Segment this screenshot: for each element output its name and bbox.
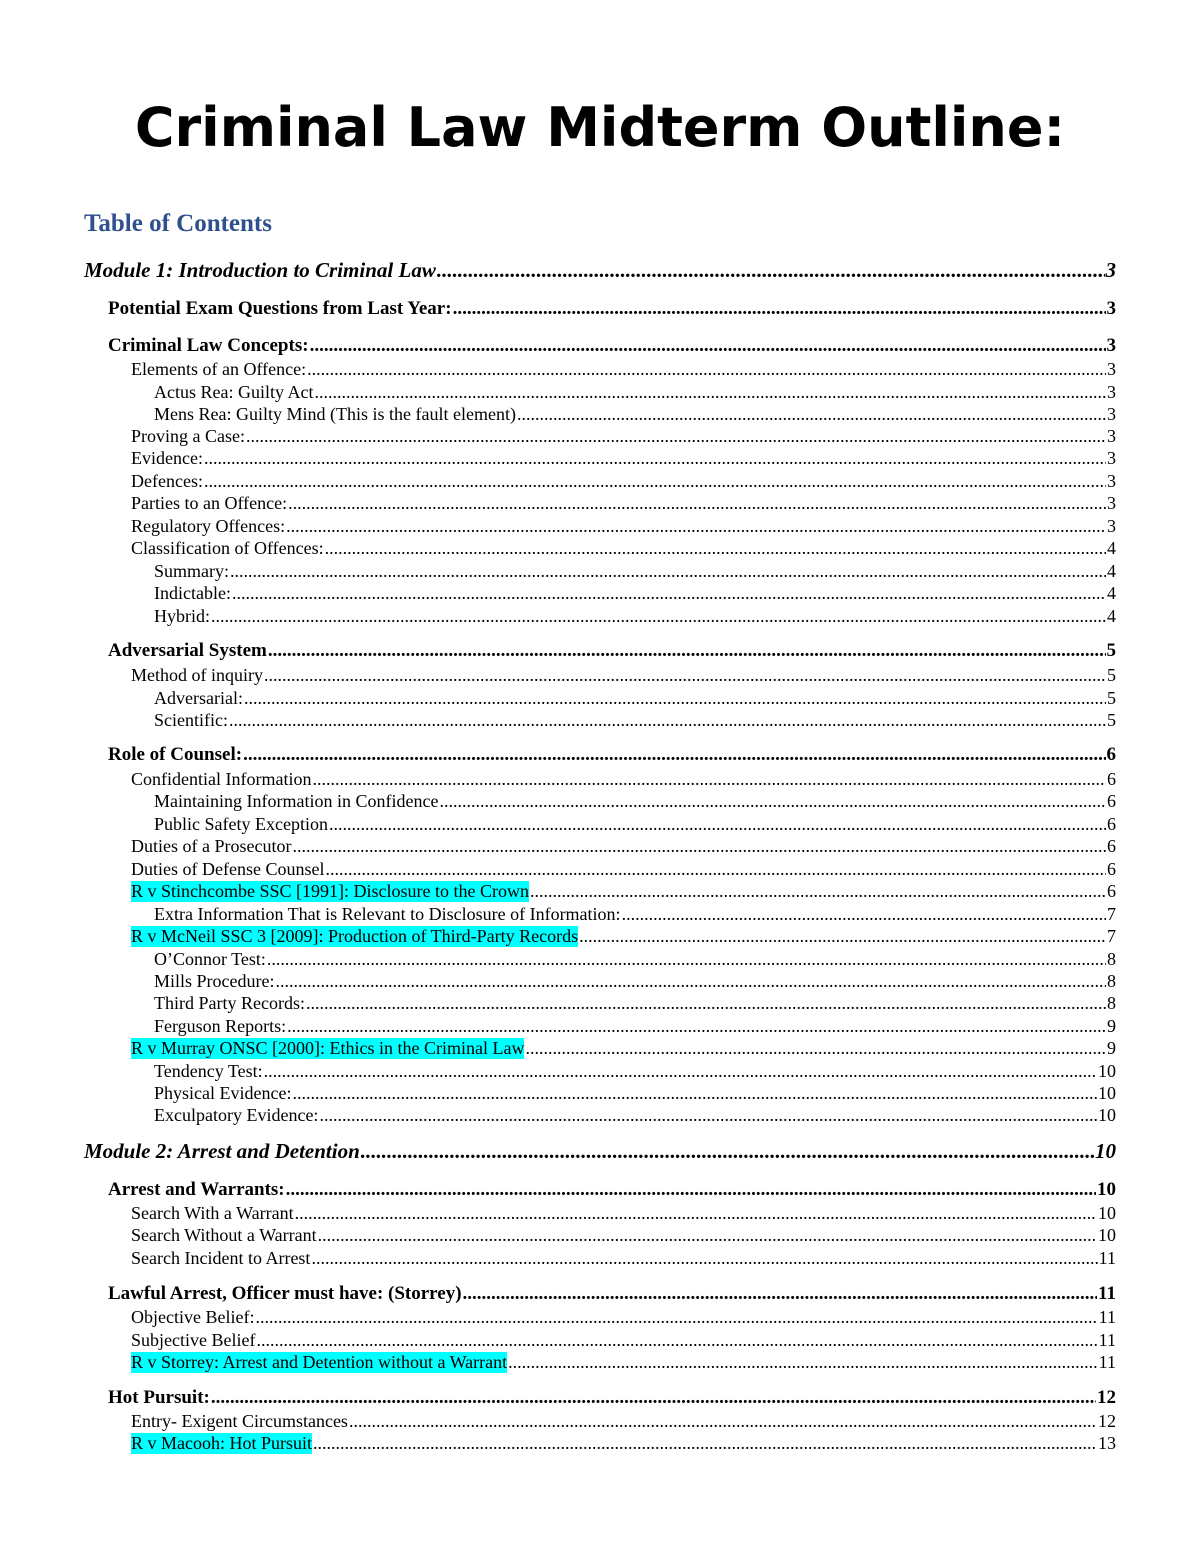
toc-entry-title: Actus Rea: Guilty Act [154, 382, 314, 403]
toc-entry-title: Proving a Case: [131, 426, 245, 447]
toc-dot-leader [313, 1433, 1097, 1454]
toc-entry-page-number: 8 [1107, 993, 1116, 1014]
toc-entry-title: Search With a Warrant [131, 1203, 294, 1224]
toc-entry-title: Search Without a Warrant [131, 1225, 317, 1246]
toc-entry-title: Elements of an Offence: [131, 359, 307, 380]
toc-entry-title: Lawful Arrest, Officer must have: (Storrey) [108, 1283, 462, 1305]
toc-entry-title: Third Party Records: [154, 993, 305, 1014]
toc-entry-page-number: 12 [1097, 1387, 1116, 1409]
toc-entry-page-number: 11 [1098, 1248, 1116, 1269]
document-title: Criminal Law Midterm Outline: [134, 96, 1066, 159]
toc-entry-title: R v McNeil SSC 3 [2009]: Production of Third-Party Records [131, 926, 579, 947]
toc-entry-title: Extra Information That is Relevant to Disclosure of Information: [154, 904, 621, 925]
toc-entry-title: R v Storrey: Arrest and Detention without a Warrant [131, 1352, 508, 1373]
toc-entry-page-number: 7 [1107, 904, 1116, 925]
toc-entry-page-number: 6 [1107, 791, 1116, 812]
toc-entry-title: R v Murray ONSC [2000]: Ethics in the Criminal Law [131, 1038, 525, 1059]
toc-entry-title: O’Connor Test: [154, 949, 266, 970]
toc-entry-page-number: 3 [1107, 493, 1116, 514]
toc-entry-title: Entry- Exigent Circumstances [131, 1411, 348, 1432]
toc-entry-page-number: 11 [1098, 1330, 1116, 1351]
toc-entry-title: Scientific: [154, 710, 228, 731]
toc-entry-title: Confidential Information [131, 769, 312, 790]
toc-entry[interactable] [131, 1428, 1116, 1454]
toc-dot-leader [211, 606, 1106, 627]
toc-entry-page-number: 9 [1107, 1038, 1116, 1059]
toc-entry-title: Duties of Defense Counsel [131, 859, 325, 880]
toc-entry-title: Public Safety Exception [154, 814, 328, 835]
toc-entry-page-number: 10 [1098, 1061, 1116, 1082]
toc-entry-title: Mills Procedure: [154, 971, 275, 992]
toc-entry-title: Method of inquiry [131, 665, 263, 686]
toc-entry-page-number: 10 [1098, 1203, 1116, 1224]
toc-entry-title: Ferguson Reports: [154, 1016, 287, 1037]
toc-entry-title: Summary: [154, 561, 229, 582]
toc-entry-title: R v Stinchcombe SSC [1991]: Disclosure to the Crown [131, 881, 529, 902]
toc-entry[interactable] [84, 1137, 1116, 1163]
toc-entry-page-number: 6 [1106, 744, 1116, 766]
toc-entry-title: Adversarial: [154, 688, 243, 709]
toc-entry-page-number: 4 [1107, 606, 1116, 627]
toc-entry-title: Regulatory Offences: [131, 516, 286, 537]
toc-entry-page-number: 12 [1098, 1411, 1116, 1432]
toc-entry-title: Defences: [131, 471, 203, 492]
toc-entry[interactable] [108, 294, 1116, 320]
toc-dot-leader [268, 640, 1106, 662]
toc-entry-title: Objective Belief: [131, 1307, 255, 1328]
toc-entry-page-number: 10 [1098, 1105, 1116, 1126]
toc-entry-title: Maintaining Information in Confidence [154, 791, 439, 812]
toc-entry-page-number: 6 [1107, 859, 1116, 880]
toc-dot-leader [311, 1248, 1097, 1269]
toc-entry-page-number: 10 [1098, 1225, 1116, 1246]
toc-entry-page-number: 7 [1107, 926, 1116, 947]
toc-entry-page-number: 3 [1107, 359, 1116, 380]
toc-entry-title: Evidence: [131, 448, 203, 469]
toc-entry-page-number: 5 [1107, 665, 1116, 686]
toc-entry-page-number: 8 [1107, 949, 1116, 970]
toc-entry-page-number: 3 [1105, 257, 1116, 282]
toc-entry-page-number: 6 [1107, 769, 1116, 790]
toc-entry-title: Arrest and Warrants: [108, 1179, 285, 1201]
toc-entry-title: R v Macooh: Hot Pursuit [131, 1433, 313, 1454]
toc-entry-title: Search Incident to Arrest [131, 1248, 311, 1269]
toc-entry-page-number: 3 [1106, 298, 1116, 320]
toc-entry-page-number: 6 [1107, 881, 1116, 902]
toc-entry-title: Exculpatory Evidence: [154, 1105, 319, 1126]
toc-entry-title: Tendency Test: [154, 1061, 263, 1082]
toc-entry-title: Indictable: [154, 583, 231, 604]
toc-dot-leader [361, 1139, 1094, 1163]
toc-entry-page-number: 5 [1107, 688, 1116, 709]
toc-entry-title: Hot Pursuit: [108, 1387, 210, 1409]
toc-dot-leader [229, 710, 1106, 731]
toc-entry-title: Criminal Law Concepts: [108, 335, 309, 357]
toc-entry-page-number: 3 [1107, 426, 1116, 447]
toc-entry-title: Subjective Belief [131, 1330, 256, 1351]
toc-entry[interactable] [84, 256, 1116, 282]
toc-entry-title: Hybrid: [154, 606, 210, 627]
toc-dot-leader [508, 1352, 1098, 1373]
toc-entry-title: Classification of Offences: [131, 538, 324, 559]
toc-dot-leader [453, 298, 1106, 320]
toc-entry-page-number: 9 [1107, 1016, 1116, 1037]
toc-entry-title: Physical Evidence: [154, 1083, 292, 1104]
toc-entry-title: Potential Exam Questions from Last Year: [108, 298, 452, 320]
toc-entry-page-number: 3 [1107, 516, 1116, 537]
toc-entry-page-number: 3 [1107, 382, 1116, 403]
toc-entry-page-number: 3 [1107, 471, 1116, 492]
toc-entry-title: Role of Counsel: [108, 744, 243, 766]
toc-entry[interactable] [131, 1347, 1116, 1373]
toc-entry-page-number: 10 [1095, 1138, 1116, 1163]
toc-entry-page-number: 13 [1098, 1433, 1116, 1454]
toc-entry-title: Mens Rea: Guilty Mind (This is the fault element) [154, 404, 516, 425]
toc-entry[interactable] [154, 705, 1116, 731]
toc-entry-page-number: 5 [1106, 640, 1116, 662]
toc-dot-leader [243, 744, 1105, 766]
toc-entry-page-number: 11 [1098, 1307, 1116, 1328]
toc-entry[interactable] [154, 1100, 1116, 1126]
toc-heading: Table of Contents [84, 210, 272, 237]
toc-entry-title: Duties of a Prosecutor [131, 836, 292, 857]
toc-entry-page-number: 4 [1107, 538, 1116, 559]
toc-entry[interactable] [154, 601, 1116, 627]
toc-dot-leader [437, 258, 1105, 282]
toc-entry-title: Adversarial System [108, 640, 267, 662]
toc-entry-page-number: 6 [1107, 836, 1116, 857]
toc-entry-page-number: 8 [1107, 971, 1116, 992]
toc-entry[interactable] [108, 636, 1116, 662]
toc-entry-title: Parties to an Offence: [131, 493, 288, 514]
toc-entry-page-number: 10 [1098, 1083, 1116, 1104]
toc-entry-page-number: 3 [1107, 448, 1116, 469]
toc-entry-page-number: 5 [1107, 710, 1116, 731]
toc-entry-page-number: 3 [1107, 404, 1116, 425]
toc-entry-title: Module 1: Introduction to Criminal Law [84, 257, 436, 282]
toc-entry-page-number: 6 [1107, 814, 1116, 835]
toc-entry[interactable] [108, 740, 1116, 766]
toc-entry-page-number: 10 [1097, 1179, 1116, 1201]
toc-entry[interactable] [131, 1243, 1116, 1269]
toc-dot-leader [319, 1105, 1097, 1126]
toc-entry-page-number: 11 [1098, 1352, 1116, 1373]
toc-entry-page-number: 11 [1098, 1283, 1116, 1305]
toc-entry-page-number: 4 [1107, 561, 1116, 582]
toc-entry-title: Module 2: Arrest and Detention [84, 1138, 360, 1163]
toc-entry-page-number: 3 [1106, 335, 1116, 357]
toc-entry-page-number: 4 [1107, 583, 1116, 604]
